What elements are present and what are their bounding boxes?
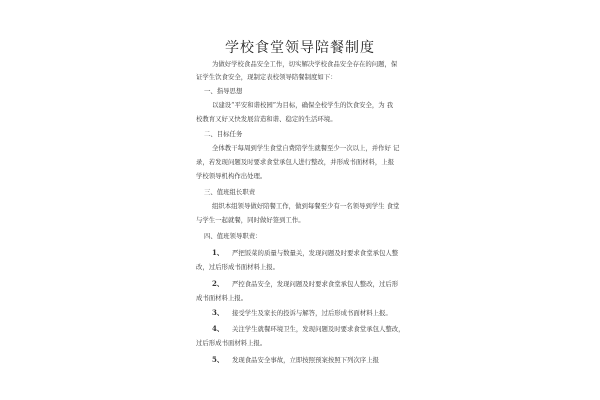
- list-item-number: 3、: [212, 308, 224, 317]
- list-item-line: 严控食品安全，发现问题及时要求食堂承包人整改，过后形: [232, 280, 399, 288]
- section-heading: 三、值班组长职责: [204, 188, 256, 196]
- section-heading: 二、目标任务: [204, 130, 243, 138]
- list-item-line: 关注学生就餐环境卫生，发现问题及时要求食堂承包人整改，: [232, 325, 405, 333]
- paragraph-line: 校教育又好又快发展营造和谐、稳定的生活环境。: [196, 115, 337, 123]
- paragraph-line: 组织本组领导做好陪餐工作，做到每餐至少有一名领导到学生 食堂: [212, 202, 400, 210]
- section-heading: 一、指导思想: [204, 87, 243, 95]
- list-item-line: 改，过后形成书面材料上报。: [196, 263, 280, 271]
- paragraph-line: 与学生一起就餐，同时做好签到工作。: [196, 216, 305, 224]
- section-heading: 四、值班领导职责：: [204, 232, 262, 240]
- list-item-number: 5、: [212, 355, 224, 364]
- list-item-line: 成书面材料上报。: [196, 294, 248, 302]
- list-item-line: 发现食品安全事故，立即按照预案按照下列次序上报: [232, 356, 379, 364]
- list-item-line: 严把饭菜的质量与数量关，发现问题及时要求食堂承包人整: [232, 249, 399, 257]
- list-item-line: 过后形成书面材料上报。: [196, 339, 267, 347]
- list-item-number: 2、: [212, 279, 224, 288]
- list-item-number: 4、: [212, 324, 224, 333]
- intro-line: 证学生饮食安全，现制定表校领导陪餐制度如下：: [196, 73, 337, 81]
- intro-line: 为做好学校食品安全工作，切实解决学校食品安全存在的问题，保: [212, 60, 398, 68]
- list-item-line: 接受学生及家长的投诉与解答，过后形成书面材料上报。: [232, 309, 392, 317]
- paragraph-line: 学校领导机构作出处理。: [196, 172, 267, 180]
- paragraph-line: 全体教干每周到学生食堂自费陪学生就餐至少一次以上，并作好 记: [212, 144, 400, 152]
- list-item-number: 1、: [212, 248, 224, 257]
- document-title: 学校食堂领导陪餐制度: [225, 40, 375, 56]
- paragraph-line: 以建设“平安和谐校园”为目标，确保全校学生的饮食安全，为 我: [212, 101, 394, 109]
- paragraph-line: 录，若发现问题及时要求食堂承包人进行整改，并形成书面材料，上报: [196, 158, 395, 166]
